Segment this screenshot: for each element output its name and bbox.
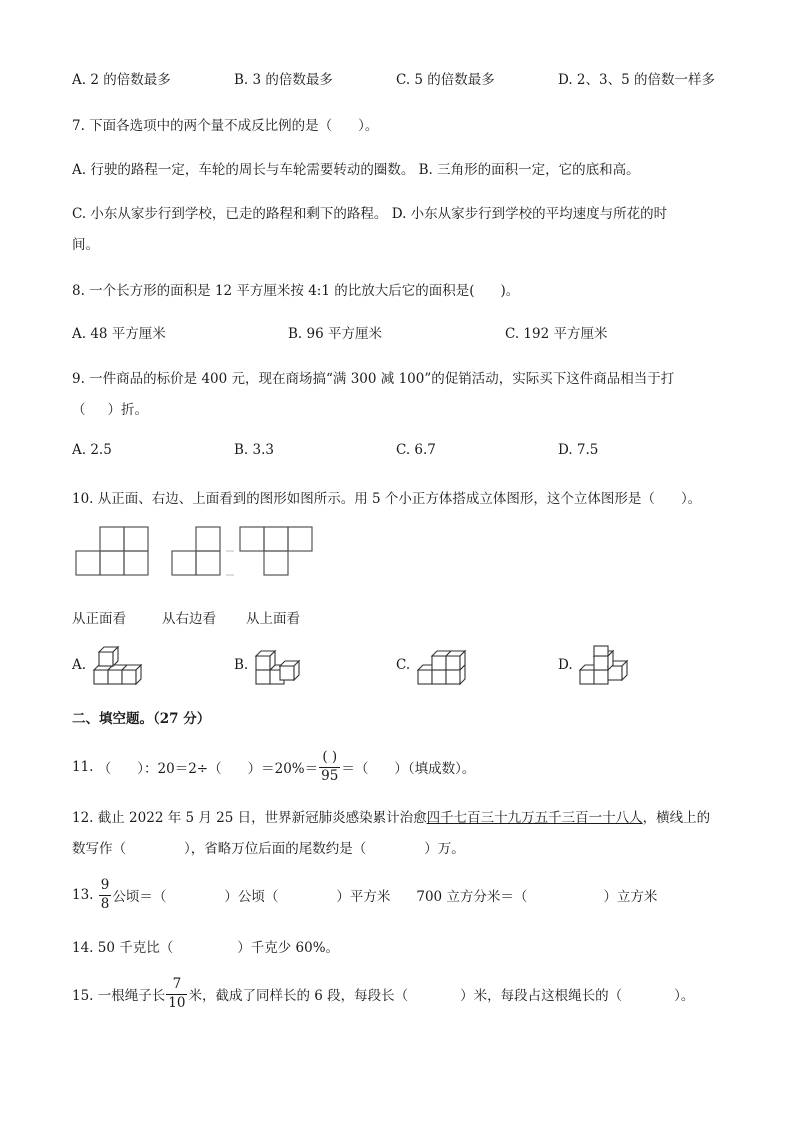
- q9-stem: 9. 一件商品的标价是 400 元，现在商场搞“满 300 减 100”的促销活动，实际买下这件商品相当于打: [72, 371, 675, 387]
- q11: [72, 747, 475, 787]
- q15-t2: 米，截成了同样长的 6 段，每段长（: [188, 988, 409, 1004]
- section-2-title: 二、填空题。（27 分）: [72, 711, 211, 727]
- top-view: [240, 527, 312, 575]
- q9-option-d: D. 7.5: [558, 442, 599, 458]
- q7-stem-end: ）。: [358, 118, 379, 134]
- q13-frac-den: 8: [100, 895, 110, 912]
- q6-option-c: C. 5 的倍数最多: [396, 72, 495, 88]
- q9-stem-end: ）折。: [107, 402, 148, 418]
- view-label-front: 从正面看: [72, 611, 126, 627]
- q11-part1: （: [97, 761, 112, 777]
- q9-option-a: A. 2.5: [72, 442, 112, 458]
- q13-t4: 700 立方分米＝（: [416, 889, 528, 905]
- q15-t4: ）。: [674, 988, 695, 1004]
- q14: [72, 936, 339, 956]
- q13-frac-num: 9: [100, 877, 110, 893]
- q15-frac-num: 7: [172, 976, 182, 992]
- q13-t1: 公顷＝（: [112, 889, 167, 905]
- q6-option-a: A. 2 的倍数最多: [72, 72, 171, 88]
- q12-underlined-number: 四千七百三十九万五千三百一十八人: [426, 810, 643, 826]
- view-label-top: 从上面看: [246, 611, 300, 627]
- q7-stem-text: 7. 下面各选项中的两个量不成反比例的是（: [72, 118, 333, 134]
- q7-line-c-cont: 间。: [72, 237, 99, 253]
- q15-t3: ）米，每段占这根绳长的（: [460, 988, 623, 1004]
- q11-part3: ）＝20%＝: [247, 761, 319, 777]
- q10-stem: [72, 487, 701, 507]
- q12-line2c: ）万。: [424, 841, 465, 857]
- q12-line1: [72, 806, 710, 826]
- q12-pre: 12. 截止 2022 年 5 月 25 日，世界新冠肺炎感染累计治愈: [72, 810, 427, 826]
- q13-t2: ）公顷（: [224, 889, 279, 905]
- q10-option-a-label: A.: [72, 657, 87, 673]
- q10-stem-end: ）。: [680, 491, 702, 507]
- q11-part5: ）（填成数）。: [394, 761, 476, 777]
- q13-number: 13.: [72, 887, 94, 903]
- q6-option-b: B. 3 的倍数最多: [234, 72, 333, 88]
- q9-option-b: B. 3.3: [234, 442, 274, 458]
- q11-number: 11.: [72, 759, 94, 775]
- q10-option-a-cubes: [90, 646, 146, 688]
- q10-option-b-label: B.: [234, 657, 249, 673]
- q11-fraction: [319, 751, 340, 783]
- q10-option-b-cubes: [252, 646, 308, 688]
- q8-stem-text: 8. 一个长方形的面积是 12 平方厘米按 4:1 的比放大后它的面积是(: [72, 283, 475, 299]
- q6-option-d: D. 2、3、5 的倍数一样多: [558, 72, 715, 88]
- q10-option-c-label: C.: [396, 657, 411, 673]
- q8-stem-end: )。: [500, 283, 520, 299]
- q8-stem: [72, 279, 519, 299]
- q9-option-c: C. 6.7: [396, 442, 436, 458]
- q13-t5: ）立方米: [603, 889, 658, 905]
- q8-option-c: C. 192 平方厘米: [505, 326, 608, 342]
- q13-fraction: [99, 879, 112, 911]
- q7-line-a: A. 行驶的路程一定，车轮的周长与车轮需要转动的圈数。 B. 三角形的面积一定，它的底和高。: [72, 162, 640, 178]
- q8-option-a: A. 48 平方厘米: [72, 326, 166, 342]
- q12-line2a: 数写作（: [72, 841, 126, 857]
- three-view-diagram: [74, 527, 314, 579]
- q12-line2: [72, 837, 465, 857]
- q7-line-c: C. 小东从家步行到学校，已走的路程和剩下的路程。 D. 小东从家步行到学校的平均速度与所花的时: [72, 206, 668, 222]
- view-label-right: 从右边看: [162, 611, 216, 627]
- q10-option-d-label: D.: [558, 657, 573, 673]
- q12-line2b: ），省略万位后面的尾数约是（: [184, 841, 367, 857]
- q15-t1: 15. 一根绳子长: [72, 988, 166, 1004]
- q14-t1: 14. 50 千克比（: [72, 940, 174, 956]
- q13: [72, 874, 657, 916]
- q13-t3: ）平方米: [336, 889, 391, 905]
- q12-post: ，横线上的: [642, 810, 711, 826]
- q8-option-b: B. 96 平方厘米: [288, 326, 382, 342]
- q10-option-d-cubes: [576, 644, 632, 688]
- right-view: [172, 527, 220, 575]
- q15-fraction: [166, 978, 187, 1010]
- q15-frac-den: 10: [168, 994, 186, 1011]
- q15: [72, 973, 694, 1015]
- q11-frac-den: 95: [321, 767, 339, 784]
- q11-part4: ＝（: [341, 761, 369, 777]
- q11-frac-num: ( ): [322, 749, 338, 765]
- q7-stem: [72, 114, 378, 134]
- q14-t2: ）千克少 60%。: [237, 940, 340, 956]
- q10-option-c-cubes: [414, 646, 470, 688]
- front-view: [76, 527, 148, 575]
- q10-stem-text: 10. 从正面、右边、上面看到的图形如图所示。用 5 个小正方体搭成立体图形，这个立体图形是（: [72, 491, 655, 507]
- q9-stem-cont: [72, 398, 148, 418]
- q11-part2: ）：20＝2÷（: [137, 761, 222, 777]
- q9-open-paren: （: [72, 402, 86, 418]
